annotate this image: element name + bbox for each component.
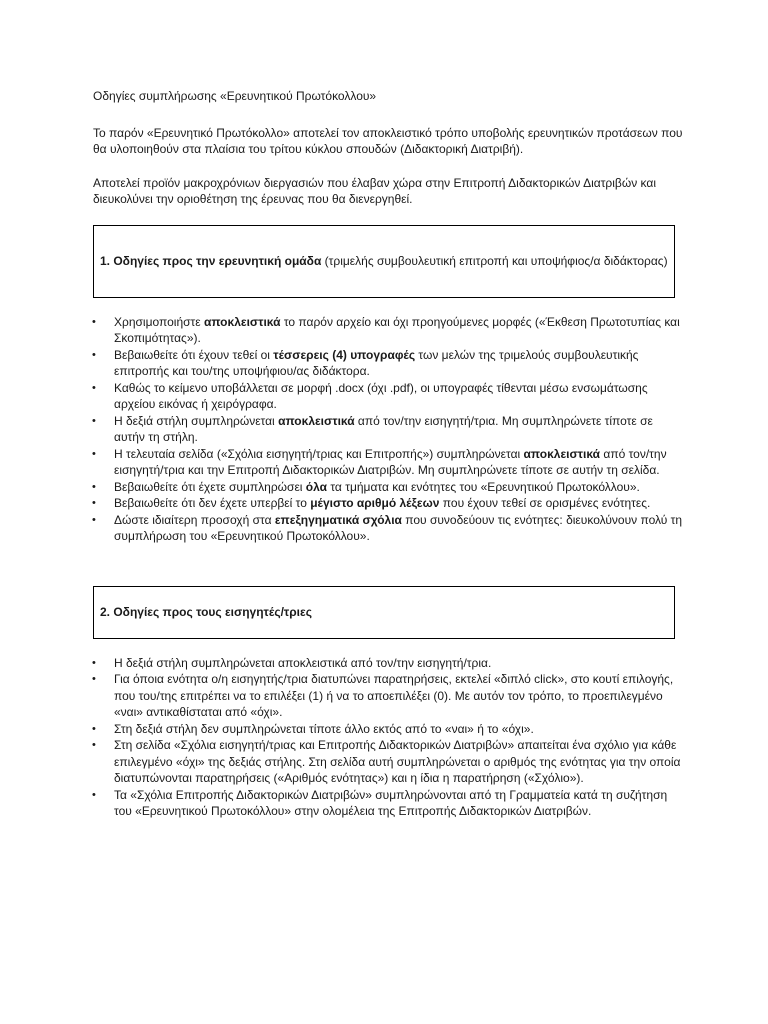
bullet-point-icon: • [92, 673, 96, 685]
bullet-text-bold: αποκλειστικά [523, 446, 601, 461]
bullet-text: το παρόν αρχείο και όχι προηγούμενες μορφές («Έκθεση Πρωτοτυπίας και Σκοπιμότητας»). [114, 314, 680, 345]
section-2-bullet-item [93, 737, 683, 787]
bullet-text: Στη σελίδα «Σχόλια εισηγητή/τριας και Επιτροπής Διδακτορικών Διατριβών» απαιτείται ένα σχόλιο για κάθε επιλεγμένο «όχι» της δεξιάς στήλης. Στη σελίδα αυτή συμπληρώνεται ο αριθμός της ενότητας για την οποία διατυπώνονται παρατηρήσεις («Αριθμός ενότητας») και η ίδια η παρατήρηση («Σχόλιο»). [114, 738, 681, 785]
bullet-point-icon: • [92, 381, 96, 394]
bullet-text: Τα «Σχόλια Επιτροπής Διδακτορικών Διατριβών» συμπληρώνονται από τη Γραμματεία κατά τη συζήτηση του «Ερευνητικού Πρωτοκόλλου» στην ολομέλεια της Επιτροπής Διδακτορικών Διατριβών. [114, 787, 668, 818]
bullet-point-icon: • [92, 315, 96, 328]
bullet-point-icon: • [92, 788, 96, 801]
bullet-text: Η δεξιά στήλη συμπληρώνεται αποκλειστικά από τον/την εισηγητή/τρια. [114, 655, 492, 670]
section-1-heading [100, 253, 668, 270]
section-1-heading-bold: 1. Οδηγίες προς την ερευνητική ομάδα [100, 253, 322, 268]
bullet-point-icon: • [92, 348, 96, 361]
bullet-text: Για όποια ενότητα ο/η εισηγητής/τρια διατυπώνει παρατηρήσεις, εκτελεί «διπλό click», στο κουτί επιλογής, που του/της επιτρέπει να το επιλέξει (1) ή να το αποεπιλέξει (0). Με αυτόν τον τρόπο, το προεπιλεγμένο «ναι» αντικαθίσταται από «όχι». [114, 672, 674, 719]
bullet-text: από τον/την εισηγητή/τρια. Μη συμπληρώνετε τίποτε σε αυτήν τη στήλη. [114, 413, 653, 444]
section-2-bullet-list [93, 655, 683, 820]
bullet-point-icon: • [92, 513, 96, 526]
section-1-bullet-item [93, 479, 683, 496]
bullet-point-icon: • [92, 656, 96, 669]
bullet-point-icon: • [92, 497, 96, 509]
document-title: Οδηγίες συμπλήρωσης «Ερευνητικού Πρωτόκολλου» [93, 89, 377, 103]
section-1-heading-box [93, 225, 675, 298]
section-1-bullet-item [93, 512, 683, 545]
section-1-bullet-item [93, 495, 683, 512]
section-2-bullet-item [93, 721, 683, 738]
bullet-point-icon: • [92, 414, 96, 427]
bullet-text: που έχουν τεθεί σε ορισμένες ενότητες. [439, 496, 651, 510]
section-2-bullet-item [93, 655, 683, 672]
bullet-point-icon: • [92, 722, 96, 735]
bullet-text: Δώστε ιδιαίτερη προσοχή στα [114, 512, 275, 527]
section-1-bullet-list [93, 314, 683, 545]
bullet-point-icon: • [92, 447, 96, 460]
intro-paragraph-1: Το παρόν «Ερευνητικό Πρωτόκολλο» αποτελεί τον αποκλειστικό τρόπο υποβολής ερευνητικών προτάσεων που θα υλοποιηθούν στα πλαίσια του τρίτου κύκλου σπουδών (Διδακτορική Διατριβή). [93, 125, 683, 156]
bullet-text: τα τμήματα και ενότητες του «Ερευνητικού Πρωτοκόλλου». [327, 479, 640, 494]
bullet-text: Στη δεξιά στήλη δεν συμπληρώνεται τίποτε άλλο εκτός από το «ναι» ή το «όχι». [114, 721, 534, 736]
bullet-text: Η δεξιά στήλη συμπληρώνεται [114, 413, 279, 428]
bullet-text: Η τελευταία σελίδα («Σχόλια εισηγητή/τριας και Επιτροπής») συμπληρώνεται [114, 446, 524, 461]
section-2-bullet-item [93, 787, 683, 820]
bullet-text: Βεβαιωθείτε ότι έχετε συμπληρώσει [114, 479, 306, 494]
bullet-text-bold: αποκλειστικά [278, 413, 355, 428]
section-2-heading [100, 604, 312, 621]
section-2-heading-box [93, 586, 675, 639]
bullet-text: Χρησιμοποιήστε [114, 314, 204, 329]
bullet-text: που συνοδεύουν τις ενότητες: διευκολύνουν πολύ τη συμπλήρωση του «Ερευνητικού Πρωτοκόλλου». [114, 512, 683, 543]
bullet-text-bold: αποκλειστικά [203, 314, 281, 329]
bullet-text: Βεβαιωθείτε ότι δεν έχετε υπερβεί το [114, 496, 311, 510]
bullet-text: των μελών της τριμελούς συμβουλευτικής επιτροπής και του/της υποψήφιου/ας διδάκτορα. [114, 347, 639, 378]
section-1-bullet-item [93, 314, 683, 347]
document-content [93, 88, 683, 820]
bullet-text: Βεβαιωθείτε ότι έχουν τεθεί οι [114, 347, 274, 362]
bullet-text-bold: όλα [305, 479, 328, 494]
bullet-text-bold: επεξηγηματικά σχόλια [274, 512, 402, 527]
bullet-point-icon: • [92, 480, 96, 493]
intro-paragraph-2: Αποτελεί προϊόν μακροχρόνιων διεργασιών που έλαβαν χώρα στην Επιτροπή Διδακτορικών Διατριβών και διευκολύνει την οριοθέτηση της έρευνας που θα διενεργηθεί. [93, 175, 656, 206]
section-1-bullet-item [93, 446, 683, 479]
section-1-heading-rest: (τριμελής συμβουλευτική επιτροπή και υποψήφιος/α διδάκτορας) [321, 253, 668, 268]
bullet-text: Καθώς το κείμενο υποβάλλεται σε μορφή .docx (όχι .pdf), οι υπογραφές τίθενται μέσω ενσωμάτωσης αρχείου εικόνας ή χειρόγραφα. [114, 380, 648, 411]
bullet-point-icon: • [92, 739, 96, 751]
bullet-text: από τον/την εισηγητή/τρια και την Επιτροπή Διδακτορικών Διατριβών. Μη συμπληρώνετε τίποτε σε αυτήν τη σελίδα. [114, 446, 667, 477]
section-2-bullet-item [93, 671, 683, 721]
section-1-bullet-item [93, 347, 683, 380]
section-2-heading-bold: 2. Οδηγίες προς τους εισηγητές/τριες [100, 604, 312, 619]
section-1-bullet-item [93, 413, 683, 446]
section-1-bullet-item [93, 380, 683, 413]
bullet-text-bold: μέγιστο αριθμό λέξεων [310, 496, 440, 510]
bullet-text-bold: τέσσερεις (4) υπογραφές [273, 347, 416, 362]
